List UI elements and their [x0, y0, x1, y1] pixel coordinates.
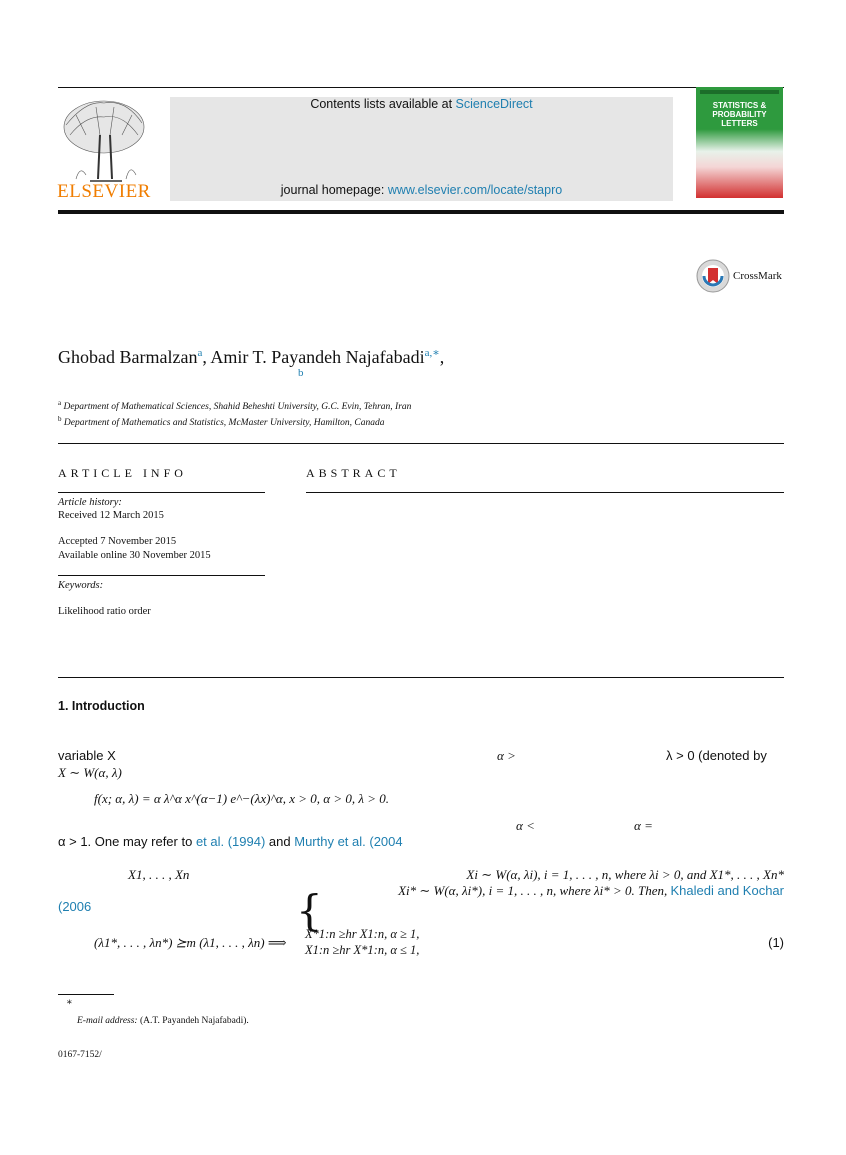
journal-cover [696, 87, 783, 198]
footnote-star: ∗ [66, 997, 73, 1008]
email-text: (A.T. Payandeh Najafabadi). [139, 1016, 249, 1026]
affiliations-rule [58, 443, 784, 444]
online-date: Available online 30 November 2015 [58, 550, 211, 561]
equation-1-brace: { [296, 886, 323, 935]
sciencedirect-link[interactable]: ScienceDirect [455, 97, 533, 111]
ref-link-1[interactable]: et al. (1994) [195, 834, 266, 849]
abstract-heading: ABSTRACT [306, 466, 401, 480]
affiliation-b: $^b$ Department of Mathematics and Statistics, McMaster University, Hamilton, Canada [58, 415, 385, 429]
ref-link-2[interactable]: Murthy et al. (2004 [294, 834, 403, 849]
homepage-link[interactable]: www.elsevier.com/locate/stapro [387, 183, 563, 197]
affil-b-marker[interactable]: b [298, 367, 304, 379]
elsevier-tree-icon [56, 95, 152, 187]
equation-pdf: f(x; α, λ) = α λ^α x^(α−1) e^−(λx)^α, x > 0, α > 0, λ > 0. [94, 791, 390, 806]
homepage-line [170, 183, 673, 197]
p2-alpha-lt: α < [516, 818, 535, 833]
equation-1-number: (1) [768, 935, 784, 950]
front-matter-rule [58, 677, 784, 678]
elsevier-wordmark: ELSEVIER [57, 181, 151, 202]
p3-start: α > 1. One may refer to [58, 834, 196, 849]
keyword-1: Likelihood ratio order [58, 606, 151, 617]
author-2: Amir T. Payandeh Najafabadi [210, 347, 425, 367]
received-date: Received 12 March 2015 [58, 510, 164, 521]
article-info-heading: ARTICLE INFO [58, 466, 187, 480]
crossmark-icon [696, 259, 730, 293]
equation-1-left: (λ1*, . . . , λn*) ⪰m (λ1, . . . , λn) ⟹ [94, 935, 287, 950]
p1-start: variable X [58, 748, 116, 763]
ref-link-4[interactable]: (2006 [58, 899, 92, 914]
author-2-affil[interactable]: a,∗ [424, 347, 440, 359]
p1-weibull: X ∼ W(α, λ) [58, 765, 122, 780]
cover-title: STATISTICS & PROBABILITY LETTERS [712, 101, 767, 128]
email-label: E-mail address: [77, 1016, 138, 1026]
ref-link-3[interactable]: Khaledi and Kochar [670, 883, 784, 898]
article-info-rule [58, 492, 265, 493]
crossmark-label: CrossMark [733, 270, 782, 282]
author-line: Ghobad Barmalzan$^a$, Amir T. Payandeh Najafabadi$^{a,∗}$, [58, 347, 445, 367]
contents-text: Contents lists available at [310, 97, 456, 111]
equation-1-case-2: X1:n ≥hr X*1:n, α ≤ 1, [305, 943, 420, 957]
section-title: 1. Introduction [58, 699, 145, 713]
crossmark-badge[interactable] [696, 259, 786, 295]
keywords-rule [58, 575, 265, 576]
issn: 0167-7152/ [58, 1050, 102, 1060]
p4-right: Xi ∼ W(α, λi), i = 1, . . . , n, where λi > 0, and X1*, . . . , Xn* [466, 867, 784, 882]
p2-alpha-eq: α = [634, 818, 653, 833]
header-bottom-rule [58, 210, 784, 214]
footnote-email [77, 1016, 249, 1026]
affiliation-b-text: Department of Mathematics and Statistics, McMaster University, Hamilton, Canada [63, 418, 385, 429]
history-label: Article history: [58, 497, 122, 508]
elsevier-logo [56, 95, 152, 205]
p1-alpha: α > [497, 748, 516, 763]
homepage-text: journal homepage: [280, 183, 388, 197]
p3-and: and [265, 834, 295, 849]
keywords-label: Keywords: [58, 580, 104, 591]
header-top-rule [58, 87, 784, 88]
p4-x-seq: X1, . . . , Xn [128, 867, 190, 882]
author-1-affil[interactable]: a [197, 347, 203, 359]
footnote-rule [58, 994, 114, 995]
cover-topbar [700, 90, 779, 94]
p5-line [398, 883, 784, 899]
p3-line [58, 834, 403, 849]
author-comma: , [439, 347, 445, 367]
contents-line [170, 97, 673, 111]
affiliation-a: $^a$ Department of Mathematical Sciences, Shahid Beheshti University, G.C. Evin, Tehran, Iran [58, 399, 412, 413]
p1-lambda: λ > 0 (denoted by [666, 748, 767, 763]
equation-1-case-1: X*1:n ≥hr X1:n, α ≥ 1, [305, 927, 420, 941]
affiliation-a-text: Department of Mathematical Sciences, Shahid Beheshti University, G.C. Evin, Tehran, Iran [63, 402, 412, 413]
abstract-rule [306, 492, 784, 493]
p5-right: Xi* ∼ W(α, λi*), i = 1, . . . , n, where λi* > 0. Then, [398, 883, 671, 898]
accepted-date: Accepted 7 November 2015 [58, 536, 177, 547]
author-1: Ghobad Barmalzan [58, 347, 198, 367]
